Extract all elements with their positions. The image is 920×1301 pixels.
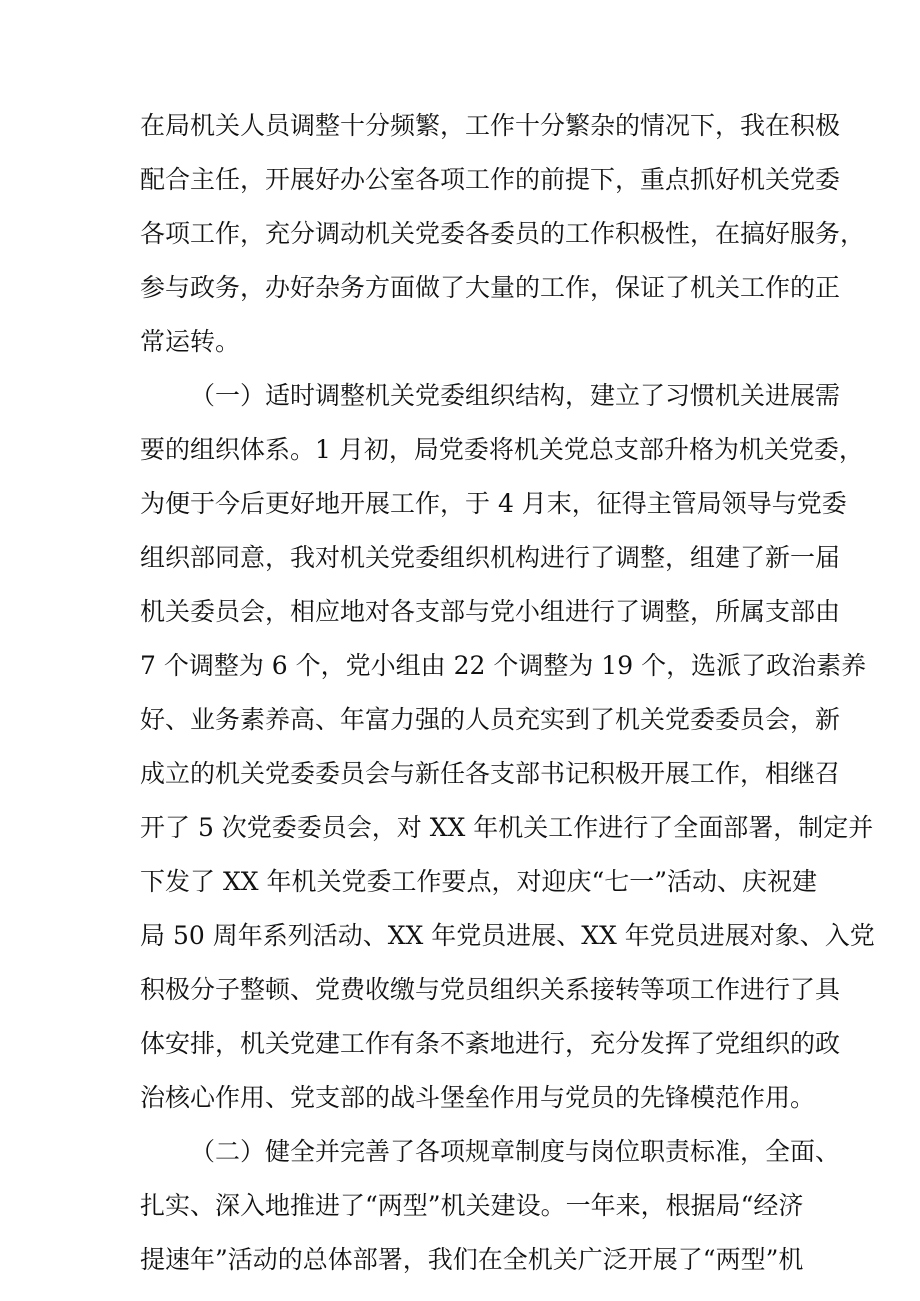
paragraph-line (0, 911, 920, 961)
line-text: 配合主任，开展好办公室各项工作的前提下，重点抓好机关党委 (140, 165, 841, 194)
paragraph-line (0, 803, 920, 853)
line-text: 在局机关人员调整十分频繁，工作十分繁杂的情况下，我在积极 (140, 111, 841, 140)
line-text: 体安排，机关党建工作有条不紊地进行，充分发挥了党组织的政 (140, 1029, 841, 1058)
paragraph-line (0, 1235, 920, 1285)
line-text: 成立的机关党委委员会与新任各支部书记积极开展工作，相继召 (140, 759, 841, 788)
line-text: 为便于今后更好地开展工作，于 4 月末，征得主管局领导与党委 (140, 489, 847, 518)
line-text: 积极分子整顿、党费收缴与党员组织关系接转等项工作进行了具 (140, 975, 841, 1004)
paragraph-line (0, 695, 920, 745)
paragraph-line (0, 479, 920, 529)
line-text: 下发了 XX 年机关党委工作要点，对迎庆“七一”活动、庆祝建 (140, 867, 818, 896)
line-text: 好、业务素养高、年富力强的人员充实到了机关党委委员会，新 (140, 705, 841, 734)
section-heading-line (0, 1127, 920, 1177)
paragraph-line (0, 425, 920, 475)
paragraph-line (0, 749, 920, 799)
paragraph-line (0, 317, 920, 367)
paragraph-line (0, 101, 920, 151)
paragraph-line (0, 965, 920, 1015)
paragraph-line (0, 1073, 920, 1123)
line-text: 开了 5 次党委委员会，对 XX 年机关工作进行了全面部署，制定并 (140, 813, 874, 842)
line-text: 常运转。 (140, 327, 241, 356)
line-text: 提速年”活动的总体部署，我们在全机关广泛开展了“两型”机 (140, 1245, 804, 1274)
line-text: （一）适时调整机关党委组织结构，建立了习惯机关进展需 (190, 381, 841, 410)
line-text: 治核心作用、党支部的战斗堡垒作用与党员的先锋模范作用。 (140, 1083, 816, 1112)
line-text: 7 个调整为 6 个，党小组由 22 个调整为 19 个，选派了政治素养 (140, 651, 867, 680)
paragraph-line (0, 641, 920, 691)
paragraph-line (0, 263, 920, 313)
line-text: 机关委员会，相应地对各支部与党小组进行了调整，所属支部由 (140, 597, 841, 626)
paragraph-line (0, 1019, 920, 1069)
line-text: 组织部同意，我对机关党委组织机构进行了调整，组建了新一届 (140, 543, 841, 572)
line-text: 局 50 周年系列活动、XX 年党员进展、XX 年党员进展对象、入党 (140, 921, 875, 950)
line-text: 要的组织体系。1 月初，局党委将机关党总支部升格为机关党委， (140, 435, 864, 464)
line-text: 各项工作，充分调动机关党委各委员的工作积极性，在搞好服务， (140, 219, 866, 248)
line-text: （二）健全并完善了各项规章制度与岗位职责标准，全面、 (190, 1137, 841, 1166)
paragraph-line (0, 533, 920, 583)
line-text: 扎实、深入地推进了“两型”机关建设。一年来，根据局“经济 (140, 1191, 804, 1220)
line-text: 参与政务，办好杂务方面做了大量的工作，保证了机关工作的正 (140, 273, 841, 302)
paragraph-line (0, 155, 920, 205)
section-heading-line (0, 371, 920, 421)
paragraph-line (0, 1181, 920, 1231)
paragraph-line (0, 587, 920, 637)
paragraph-line (0, 857, 920, 907)
paragraph-line (0, 209, 920, 259)
